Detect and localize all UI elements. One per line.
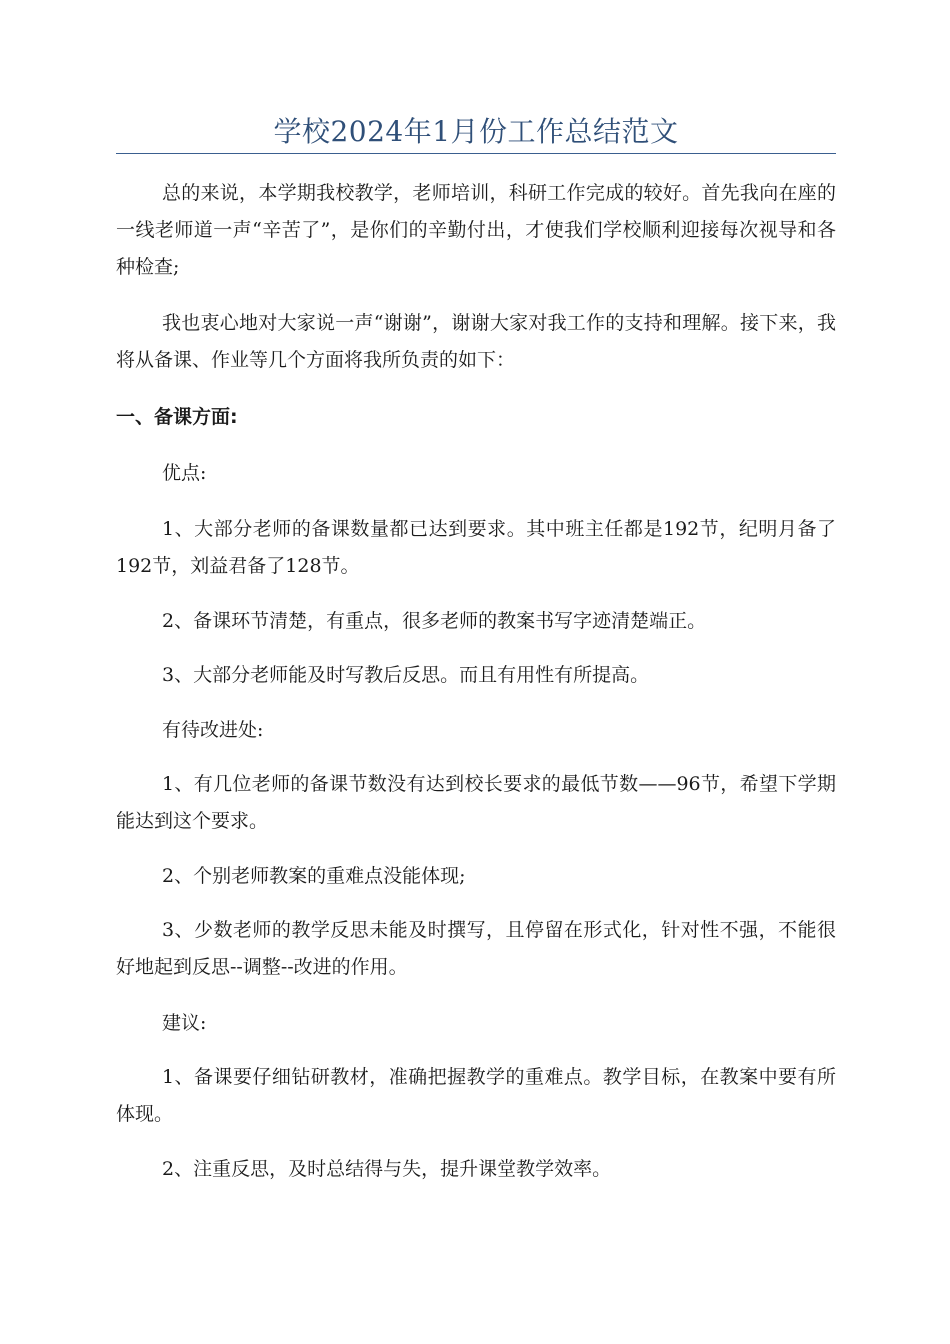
paragraph-improvement-2: 2、个别老师教案的重难点没能体现; [162,865,466,887]
paragraph-intro: 总的来说，本学期我校教学，老师培训，科研工作完成的较好。首先我向在座的一线老师道一声“辛苦了”，是你们的辛勤付出，才使我们学校顺利迎接每次视导和各种检查; [116,182,836,278]
paragraph-strength-1: 1、大部分老师的备课数量都已达到要求。其中班主任都是192节，纪明月备了192节，刘益君备了128节。 [116,518,836,577]
paragraph-suggestion-2: 2、注重反思，及时总结得与失，提升课堂教学效率。 [162,1158,612,1180]
paragraph-thanks: 我也衷心地对大家说一声“谢谢”，谢谢大家对我工作的支持和理解。接下来，我将从备课、作业等几个方面将我所负责的如下： [116,312,836,371]
paragraph-strength-2: 2、备课环节清楚，有重点，很多老师的教案书写字迹清楚端正。 [162,610,707,632]
paragraph-improvement-1: 1、有几位老师的备课节数没有达到校长要求的最低节数——96节，希望下学期能达到这个要求。 [116,773,836,832]
title-underline [116,153,836,154]
subheading-suggestions: 建议: [162,1012,207,1034]
paragraph-improvement-3: 3、少数老师的教学反思未能及时撰写，且停留在形式化，针对性不强，不能很好地起到反思--调整--改进的作用。 [116,919,836,978]
subheading-strengths: 优点: [162,462,207,484]
document-title: 学校2024年1月份工作总结范文 [273,115,679,148]
section-heading-lesson-prep: 一、备课方面: [116,406,238,428]
subheading-improvements: 有待改进处: [162,719,264,741]
paragraph-strength-3: 3、大部分老师能及时写教后反思。而且有用性有所提高。 [162,664,650,686]
paragraph-suggestion-1: 1、备课要仔细钻研教材，准确把握教学的重难点。教学目标，在教案中要有所体现。 [116,1066,836,1125]
